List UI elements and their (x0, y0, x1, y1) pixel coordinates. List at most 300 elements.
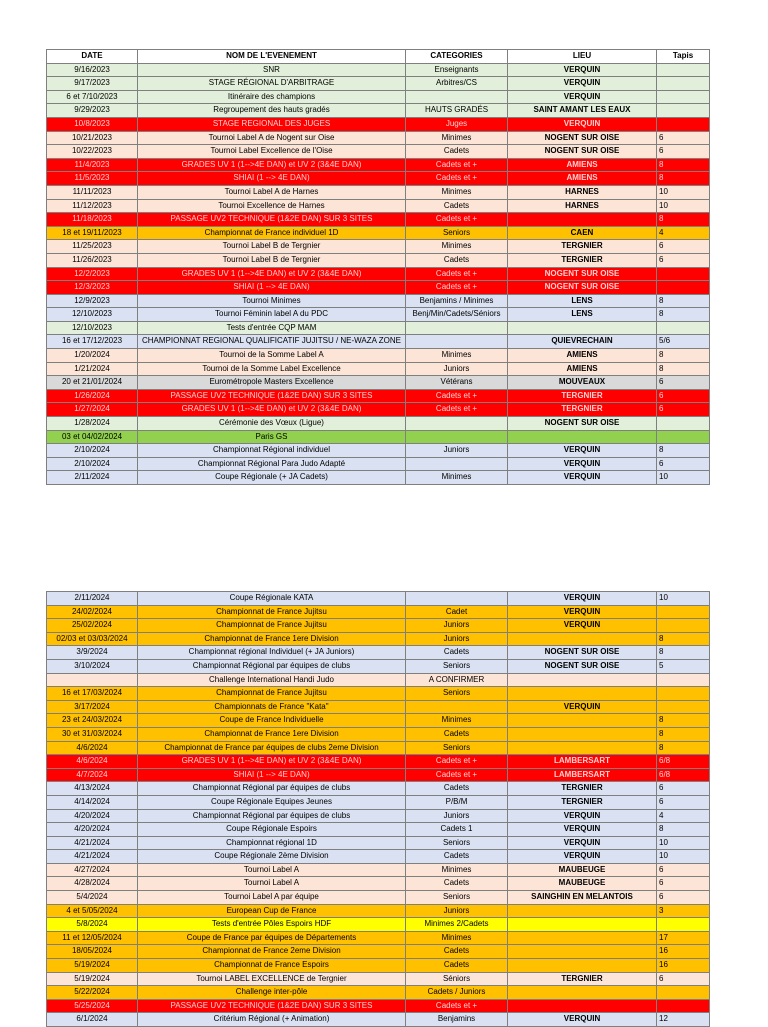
table-row (47, 308, 710, 322)
event-category (406, 457, 508, 471)
event-tatamis: 8 (657, 727, 710, 741)
event-date: 2/11/2024 (47, 471, 138, 485)
event-category: Cadets 1 (406, 823, 508, 837)
event-tatamis: 8 (657, 741, 710, 755)
event-name: Championnat régional 1D (138, 836, 406, 850)
event-name: Tournoi de la Somme Label Excellence (138, 362, 406, 376)
event-venue: VERQUIN (508, 605, 657, 619)
event-venue: NOGENT SUR OISE (508, 281, 657, 295)
event-tatamis: 6 (657, 240, 710, 254)
event-tatamis: 8 (657, 646, 710, 660)
event-name: Tournoi Féminin label A du PDC (138, 308, 406, 322)
event-venue: LENS (508, 308, 657, 322)
event-category: Minimes (406, 863, 508, 877)
event-name: Challenge International Handi Judo (138, 673, 406, 687)
table-row (47, 417, 710, 431)
event-tatamis: 16 (657, 945, 710, 959)
event-name: Championnats de France "Kata" (138, 700, 406, 714)
table-row (47, 104, 710, 118)
event-date: 2/11/2024 (47, 592, 138, 606)
event-tatamis: 8 (657, 444, 710, 458)
event-category: Cadets (406, 646, 508, 660)
event-tatamis: 8 (657, 632, 710, 646)
event-name: European Cup de France (138, 904, 406, 918)
event-date (47, 673, 138, 687)
event-venue: TERGNIER (508, 782, 657, 796)
event-date: 11/18/2023 (47, 213, 138, 227)
event-name: SHIAI (1 --> 4E DAN) (138, 768, 406, 782)
event-tatamis: 6 (657, 972, 710, 986)
event-tatamis: 8 (657, 172, 710, 186)
event-venue: VERQUIN (508, 809, 657, 823)
event-name: Tournoi Label Excellence de l'Oise (138, 145, 406, 159)
event-name: Championnat de France individuel 1D (138, 226, 406, 240)
event-tatamis: 17 (657, 931, 710, 945)
event-category: Juniors (406, 619, 508, 633)
event-venue: HARNES (508, 199, 657, 213)
event-date: 16 et 17/03/2024 (47, 687, 138, 701)
event-tatamis: 6 (657, 145, 710, 159)
event-venue: AMIENS (508, 172, 657, 186)
event-venue: NOGENT SUR OISE (508, 417, 657, 431)
event-tatamis: 3 (657, 904, 710, 918)
event-category: Seniors (406, 226, 508, 240)
event-tatamis (657, 77, 710, 91)
event-date: 11 et 12/05/2024 (47, 931, 138, 945)
table-row (47, 823, 710, 837)
event-name: SHIAI (1 --> 4E DAN) (138, 281, 406, 295)
event-name: Coupe Régionale 2ème Division (138, 850, 406, 864)
event-name: Tournoi Label B de Tergnier (138, 253, 406, 267)
event-venue: VERQUIN (508, 77, 657, 91)
event-date: 4/6/2024 (47, 741, 138, 755)
event-category: Minimes (406, 185, 508, 199)
event-tatamis: 6 (657, 877, 710, 891)
event-tatamis: 8 (657, 308, 710, 322)
event-venue: TERGNIER (508, 403, 657, 417)
event-tatamis: 10 (657, 199, 710, 213)
event-date: 4/7/2024 (47, 768, 138, 782)
event-tatamis (657, 605, 710, 619)
event-venue: MOUVEAUX (508, 376, 657, 390)
event-name: GRADES UV 1 (1-->4E DAN) et UV 2 (3&4E DAN) (138, 755, 406, 769)
event-name: Championnat de France Espoirs (138, 959, 406, 973)
event-date: 10/22/2023 (47, 145, 138, 159)
event-name: Tournoi Label A de Harnes (138, 185, 406, 199)
event-tatamis: 4 (657, 809, 710, 823)
event-venue: VERQUIN (508, 1013, 657, 1027)
event-venue: VERQUIN (508, 90, 657, 104)
table-row (47, 741, 710, 755)
event-tatamis: 6 (657, 389, 710, 403)
event-venue (508, 999, 657, 1013)
event-category: Minimes (406, 714, 508, 728)
event-date: 10/8/2023 (47, 117, 138, 131)
event-venue: VERQUIN (508, 117, 657, 131)
event-category: Juniors (406, 632, 508, 646)
event-name: Eurométropole Masters Excellence (138, 376, 406, 390)
event-date: 2/10/2024 (47, 457, 138, 471)
table-row (47, 605, 710, 619)
event-date: 11/25/2023 (47, 240, 138, 254)
event-venue: LAMBERSART (508, 755, 657, 769)
event-category: Minimes (406, 471, 508, 485)
event-category: Cadets et + (406, 403, 508, 417)
event-tatamis: 10 (657, 185, 710, 199)
table-row (47, 646, 710, 660)
event-venue: VERQUIN (508, 836, 657, 850)
event-venue (508, 959, 657, 973)
event-category: Benj/Min/Cadets/Séniors (406, 308, 508, 322)
table-row (47, 809, 710, 823)
event-tatamis: 10 (657, 850, 710, 864)
event-date: 12/3/2023 (47, 281, 138, 295)
event-venue: MAUBEUGE (508, 863, 657, 877)
table-row (47, 471, 710, 485)
table-row (47, 918, 710, 932)
event-category: Seniors (406, 741, 508, 755)
event-venue: CAEN (508, 226, 657, 240)
event-tatamis: 6 (657, 863, 710, 877)
event-venue: VERQUIN (508, 444, 657, 458)
event-venue (508, 714, 657, 728)
table-row (47, 131, 710, 145)
event-name: PASSAGE UV2 TECHNIQUE (1&2E DAN) SUR 3 SITES (138, 213, 406, 227)
event-venue (508, 918, 657, 932)
event-date: 18 et 19/11/2023 (47, 226, 138, 240)
event-category: Seniors (406, 659, 508, 673)
event-category: Seniors (406, 687, 508, 701)
table-row (47, 768, 710, 782)
table-row (47, 782, 710, 796)
event-tatamis: 6/8 (657, 755, 710, 769)
event-date: 6 et 7/10/2023 (47, 90, 138, 104)
event-date: 5/19/2024 (47, 972, 138, 986)
event-category (406, 417, 508, 431)
event-category: Cadets (406, 145, 508, 159)
event-date: 4/13/2024 (47, 782, 138, 796)
event-venue: VERQUIN (508, 823, 657, 837)
table-row (47, 185, 710, 199)
event-category: Cadets / Juniors (406, 986, 508, 1000)
event-name: STAGE RÉGIONAL D'ARBITRAGE (138, 77, 406, 91)
table-row (47, 294, 710, 308)
event-tatamis (657, 267, 710, 281)
table-row (47, 673, 710, 687)
event-tatamis: 5 (657, 659, 710, 673)
table-row (47, 999, 710, 1013)
event-venue: NOGENT SUR OISE (508, 267, 657, 281)
event-venue: NOGENT SUR OISE (508, 659, 657, 673)
event-name: Championnat régional Individuel (+ JA Juniors) (138, 646, 406, 660)
event-date: 11/12/2023 (47, 199, 138, 213)
event-name: Tournoi LABEL EXCELLENCE de Tergnier (138, 972, 406, 986)
table-row (47, 403, 710, 417)
table-row (47, 959, 710, 973)
event-tatamis (657, 918, 710, 932)
event-date: 02/03 et 03/03/2024 (47, 632, 138, 646)
event-category: Juniors (406, 904, 508, 918)
table-row (47, 213, 710, 227)
event-tatamis: 6/8 (657, 768, 710, 782)
event-tatamis: 6 (657, 782, 710, 796)
event-tatamis: 10 (657, 471, 710, 485)
event-venue: TERGNIER (508, 972, 657, 986)
event-category: Cadets et + (406, 158, 508, 172)
event-name: CHAMPIONNAT REGIONAL QUALIFICATIF JUJITSU / NE-WAZA ZONE (138, 335, 406, 349)
event-name: Championnat de France 2eme Division (138, 945, 406, 959)
event-date: 9/17/2023 (47, 77, 138, 91)
event-date: 4/14/2024 (47, 795, 138, 809)
table-row (47, 77, 710, 91)
event-tatamis: 8 (657, 294, 710, 308)
event-category: Cadets (406, 727, 508, 741)
table-row (47, 972, 710, 986)
event-category: Séniors (406, 972, 508, 986)
table-row (47, 226, 710, 240)
event-category: Enseignants (406, 63, 508, 77)
event-category: Cadets (406, 253, 508, 267)
table-row (47, 281, 710, 295)
event-tatamis: 8 (657, 362, 710, 376)
table-row (47, 335, 710, 349)
event-name: Challenge inter-pôle (138, 986, 406, 1000)
event-date: 12/10/2023 (47, 321, 138, 335)
event-category: Minimes (406, 349, 508, 363)
event-date: 4/27/2024 (47, 863, 138, 877)
event-date: 1/26/2024 (47, 389, 138, 403)
event-date: 9/16/2023 (47, 63, 138, 77)
event-name: Tournoi Excellence de Harnes (138, 199, 406, 213)
event-category: Juniors (406, 362, 508, 376)
event-category: Cadets (406, 877, 508, 891)
event-name: PASSAGE UV2 TECHNIQUE (1&2E DAN) SUR 3 SITES (138, 389, 406, 403)
event-category: Cadets (406, 959, 508, 973)
event-venue: AMIENS (508, 362, 657, 376)
table-row (47, 945, 710, 959)
table-row (47, 877, 710, 891)
event-name: STAGE REGIONAL DES JUGES (138, 117, 406, 131)
event-name: Championnat de France par équipes de clubs 2eme Division (138, 741, 406, 755)
event-name: Championnat Régional individuel (138, 444, 406, 458)
event-date: 1/28/2024 (47, 417, 138, 431)
event-category: Juniors (406, 809, 508, 823)
event-tatamis (657, 700, 710, 714)
event-date: 5/4/2024 (47, 891, 138, 905)
event-name: Tournoi Label A de Nogent sur Oise (138, 131, 406, 145)
table-row (47, 267, 710, 281)
event-category: Minimes 2/Cadets (406, 918, 508, 932)
event-date: 11/4/2023 (47, 158, 138, 172)
event-tatamis (657, 673, 710, 687)
event-tatamis: 4 (657, 226, 710, 240)
table-row (47, 158, 710, 172)
event-category (406, 592, 508, 606)
event-venue: MAUBEUGE (508, 877, 657, 891)
event-tatamis: 6 (657, 376, 710, 390)
table-row (47, 1013, 710, 1027)
event-venue (508, 904, 657, 918)
event-tatamis: 8 (657, 823, 710, 837)
event-name: Tournoi Label B de Tergnier (138, 240, 406, 254)
event-date: 20 et 21/01/2024 (47, 376, 138, 390)
table-row (47, 931, 710, 945)
event-date: 4/28/2024 (47, 877, 138, 891)
table-row (47, 727, 710, 741)
table-row (47, 659, 710, 673)
event-tatamis (657, 619, 710, 633)
table-row (47, 362, 710, 376)
event-tatamis: 6 (657, 403, 710, 417)
event-tatamis (657, 687, 710, 701)
event-venue (508, 321, 657, 335)
event-venue: VERQUIN (508, 592, 657, 606)
event-date: 3/17/2024 (47, 700, 138, 714)
schedule-table-2 (46, 591, 710, 1027)
event-date: 23 et 24/03/2024 (47, 714, 138, 728)
event-category: Seniors (406, 891, 508, 905)
event-name: Critérium Régional (+ Animation) (138, 1013, 406, 1027)
event-name: SHIAI (1 --> 4E DAN) (138, 172, 406, 186)
event-date: 5/22/2024 (47, 986, 138, 1000)
event-venue (508, 945, 657, 959)
event-name: Championnat de France Jujitsu (138, 605, 406, 619)
event-venue: AMIENS (508, 158, 657, 172)
event-category: Minimes (406, 131, 508, 145)
event-tatamis: 6 (657, 457, 710, 471)
event-category: Seniors (406, 836, 508, 850)
event-date: 18/05/2024 (47, 945, 138, 959)
event-category: A CONFIRMER (406, 673, 508, 687)
event-category: Cadets (406, 199, 508, 213)
header-tatamis: Tapis (657, 50, 710, 64)
event-category: Cadets et + (406, 267, 508, 281)
table-row (47, 714, 710, 728)
table-row (47, 199, 710, 213)
event-category: Cadets et + (406, 389, 508, 403)
event-name: Regroupement des hauts gradés (138, 104, 406, 118)
event-date: 5/8/2024 (47, 918, 138, 932)
event-tatamis: 10 (657, 592, 710, 606)
schedule-table-1 (46, 49, 710, 485)
event-venue: VERQUIN (508, 619, 657, 633)
table-row (47, 850, 710, 864)
event-venue (508, 931, 657, 945)
event-date: 5/19/2024 (47, 959, 138, 973)
event-date: 1/21/2024 (47, 362, 138, 376)
table-row (47, 619, 710, 633)
table-row (47, 986, 710, 1000)
event-name: GRADES UV 1 (1-->4E DAN) et UV 2 (3&4E DAN) (138, 158, 406, 172)
table-row (47, 376, 710, 390)
event-date: 9/29/2023 (47, 104, 138, 118)
event-tatamis (657, 417, 710, 431)
event-date: 1/27/2024 (47, 403, 138, 417)
event-category: HAUTS GRADÉS (406, 104, 508, 118)
event-venue: NOGENT SUR OISE (508, 131, 657, 145)
event-name: Championnat de France Jujitsu (138, 687, 406, 701)
event-date: 4/21/2024 (47, 850, 138, 864)
event-category (406, 335, 508, 349)
event-venue: TERGNIER (508, 240, 657, 254)
event-category: Cadets et + (406, 755, 508, 769)
event-category (406, 321, 508, 335)
table-row (47, 457, 710, 471)
event-date: 4/21/2024 (47, 836, 138, 850)
event-date: 2/10/2024 (47, 444, 138, 458)
event-tatamis: 8 (657, 349, 710, 363)
table-row (47, 755, 710, 769)
event-category: Cadets (406, 782, 508, 796)
event-name: Coupe Régionale Equipes Jeunes (138, 795, 406, 809)
event-name: SNR (138, 63, 406, 77)
event-venue (508, 430, 657, 444)
event-date: 4 et 5/05/2024 (47, 904, 138, 918)
table-row (47, 592, 710, 606)
event-date: 11/5/2023 (47, 172, 138, 186)
event-date: 12/2/2023 (47, 267, 138, 281)
event-date: 3/10/2024 (47, 659, 138, 673)
event-venue: LAMBERSART (508, 768, 657, 782)
event-tatamis (657, 104, 710, 118)
event-name: Tournoi Minimes (138, 294, 406, 308)
schedule-body-2 (47, 592, 710, 1027)
event-venue: TERGNIER (508, 389, 657, 403)
event-venue: VERQUIN (508, 471, 657, 485)
header-event-name: NOM DE L'EVENEMENT (138, 50, 406, 64)
table-row (47, 389, 710, 403)
event-date: 12/9/2023 (47, 294, 138, 308)
event-date: 16 et 17/12/2023 (47, 335, 138, 349)
table-row (47, 891, 710, 905)
event-name: Paris GS (138, 430, 406, 444)
table-row (47, 430, 710, 444)
event-name: GRADES UV 1 (1-->4E DAN) et UV 2 (3&4E DAN) (138, 403, 406, 417)
table-row (47, 349, 710, 363)
event-tatamis (657, 986, 710, 1000)
event-name: Tournoi de la Somme Label A (138, 349, 406, 363)
table-row (47, 444, 710, 458)
event-tatamis: 6 (657, 131, 710, 145)
event-tatamis: 5/6 (657, 335, 710, 349)
event-category: Cadets (406, 945, 508, 959)
event-venue: SAINT AMANT LES EAUX (508, 104, 657, 118)
event-name: PASSAGE UV2 TECHNIQUE (1&2E DAN) SUR 3 SITES (138, 999, 406, 1013)
event-category (406, 700, 508, 714)
table-row (47, 240, 710, 254)
event-name: GRADES UV 1 (1-->4E DAN) et UV 2 (3&4E DAN) (138, 267, 406, 281)
event-date: 3/9/2024 (47, 646, 138, 660)
event-category: Juges (406, 117, 508, 131)
event-tatamis: 16 (657, 959, 710, 973)
event-tatamis (657, 430, 710, 444)
event-date: 03 et 04/02/2024 (47, 430, 138, 444)
table-row (47, 632, 710, 646)
event-tatamis: 6 (657, 253, 710, 267)
event-tatamis (657, 117, 710, 131)
event-venue: VERQUIN (508, 700, 657, 714)
table-row (47, 117, 710, 131)
event-venue: NOGENT SUR OISE (508, 145, 657, 159)
event-category: Vétérans (406, 376, 508, 390)
table-row (47, 904, 710, 918)
event-date: 11/11/2023 (47, 185, 138, 199)
table-row (47, 253, 710, 267)
event-venue: NOGENT SUR OISE (508, 646, 657, 660)
event-category: Cadets et + (406, 213, 508, 227)
event-date: 24/02/2024 (47, 605, 138, 619)
schedule-body-1 (47, 63, 710, 484)
